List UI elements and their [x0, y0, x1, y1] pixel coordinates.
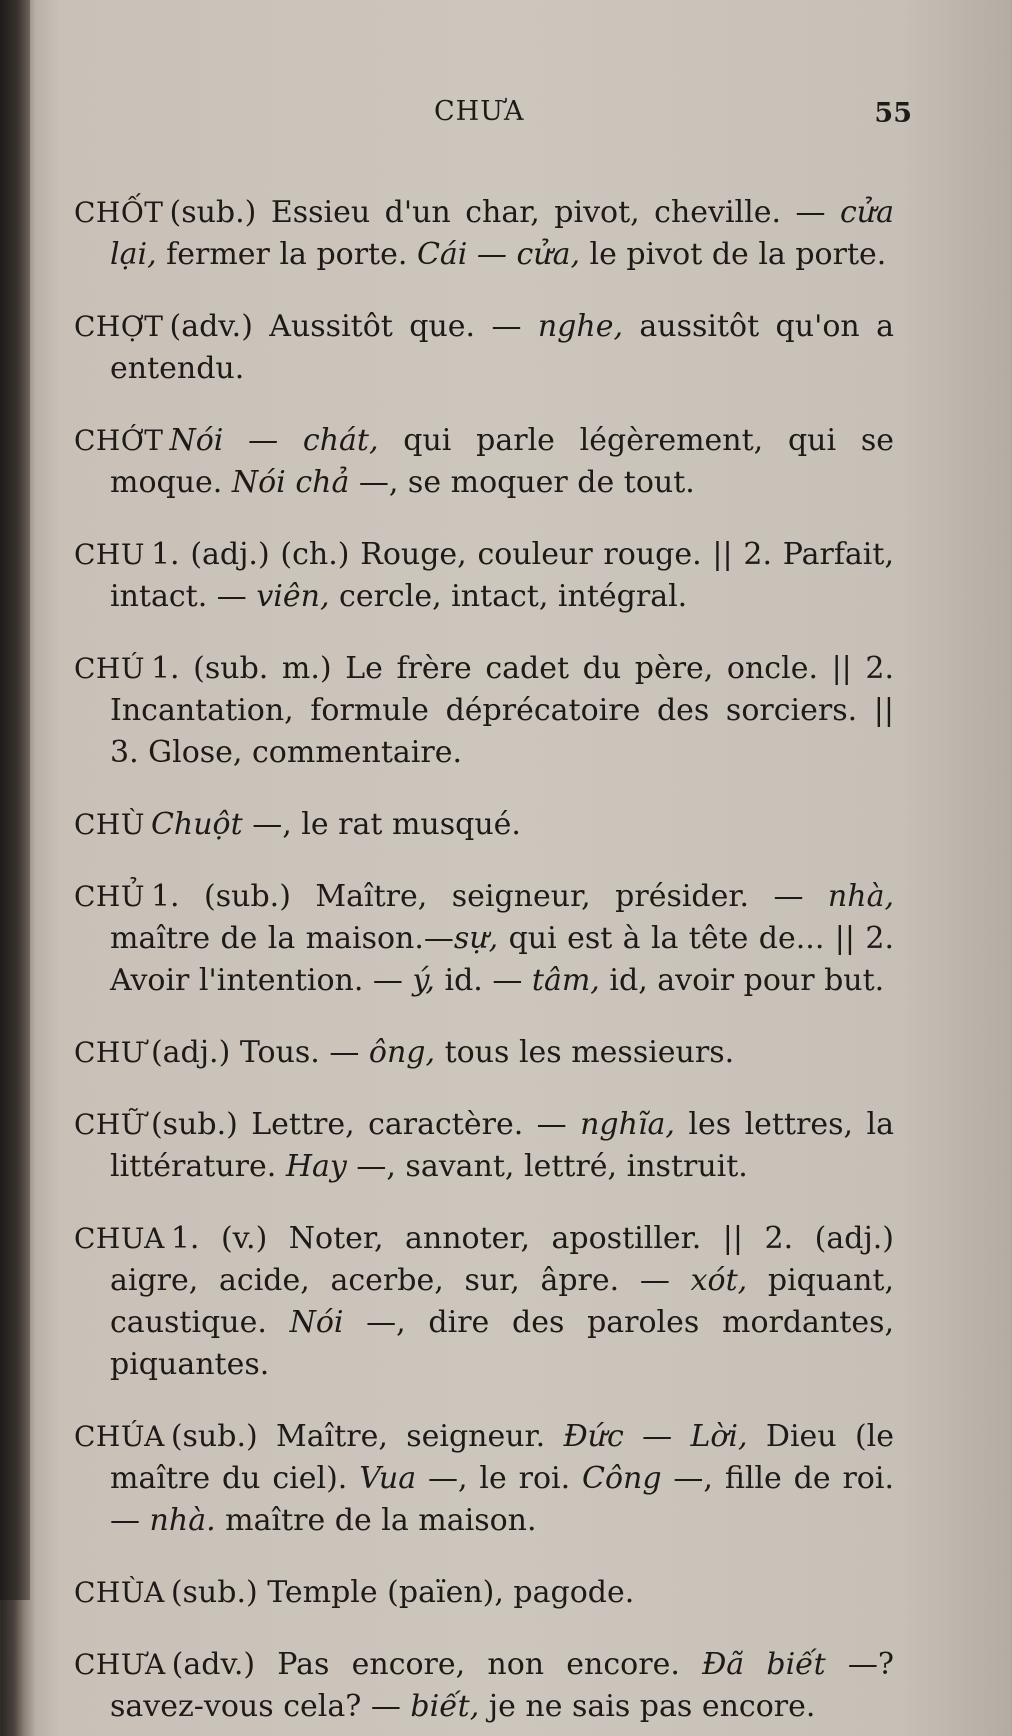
definition-text: (adv.) Aussitôt que. — [169, 309, 538, 344]
definition-text: aussitôt qu'on a entendu. [110, 309, 894, 386]
dictionary-entry [74, 192, 894, 276]
entry-headword: CHƯ [74, 1036, 145, 1069]
definition-text: —, le rat musqué. [242, 807, 521, 842]
definition-text: id, avoir pour but. [599, 963, 885, 998]
dictionary-entry [74, 1104, 894, 1188]
definition-text: piquant, caustique. [110, 1263, 894, 1340]
definition-text: (sub.) Essieu d'un char, pivot, cheville. — [169, 195, 840, 230]
vietnamese-example: Đức — Lời, [563, 1419, 748, 1454]
vietnamese-example: ý, [412, 963, 435, 998]
vietnamese-example: viên, [256, 579, 330, 614]
vietnamese-example: Nói [289, 1305, 344, 1340]
definition-text: maître de la maison. [215, 1503, 537, 1538]
dictionary-entry [74, 534, 894, 618]
vietnamese-example: xót, [690, 1263, 748, 1298]
vietnamese-example: Cái — cửa, [416, 237, 581, 272]
definition-text: 1. (sub.) Maître, seigneur, présider. — [150, 879, 828, 914]
entry-headword: CHÙA [74, 1576, 165, 1609]
definition-text: —, fille de roi. — [110, 1461, 894, 1538]
definition-text: —? savez-vous cela? — [110, 1647, 894, 1724]
entry-headword: CHÚ [74, 652, 145, 685]
dictionary-entry [74, 1416, 894, 1542]
vietnamese-example: Đã biết [702, 1647, 826, 1682]
dictionary-entry [74, 1644, 894, 1728]
vietnamese-example: Công [582, 1461, 662, 1496]
entry-headword: CHU [74, 538, 145, 571]
definition-text: tous les messieurs. [435, 1035, 735, 1070]
page-number: 55 [874, 98, 912, 129]
entry-headword: CHỐT [74, 196, 164, 229]
entry-headword: CHÚA [74, 1420, 165, 1453]
running-head [74, 96, 914, 136]
definition-text: je ne sais pas encore. [479, 1689, 816, 1724]
definition-text: le pivot de la porte. [580, 237, 887, 272]
vietnamese-example: Hay [285, 1149, 347, 1184]
dictionary-entry [74, 420, 894, 504]
vietnamese-example: nhà, [827, 879, 894, 914]
vietnamese-example: cửa lại, [110, 195, 894, 272]
entry-headword: CHƯA [74, 1648, 166, 1681]
vietnamese-example: Chuột [150, 807, 243, 842]
definition-text: 1. (sub. m.) Le frère cadet du père, oncle. || 2. Incantation, formule déprécatoire des sorciers. || 3. Glose, commentaire. [110, 651, 894, 770]
vietnamese-example: tâm, [531, 963, 600, 998]
vietnamese-example: nghĩa, [580, 1107, 675, 1142]
dictionary-entry [74, 1032, 894, 1074]
entry-headword: CHỚT [74, 424, 164, 457]
running-head-word: CHƯA [434, 96, 525, 127]
definition-text: les lettres, la littérature. [110, 1107, 894, 1184]
vietnamese-example: nghe, [537, 309, 623, 344]
vietnamese-example: ông, [368, 1035, 436, 1070]
definition-text: (sub.) Maître, seigneur. [170, 1419, 564, 1454]
definition-text: (adj.) Tous. — [150, 1035, 369, 1070]
entry-list [74, 162, 894, 1736]
entry-headword: CHỮ [74, 1108, 145, 1141]
definition-text: cercle, intact, intégral. [329, 579, 688, 614]
entry-headword: CHỢT [74, 310, 164, 343]
definition-text: maître de la maison.— [110, 921, 454, 956]
definition-text: fermer la porte. [156, 237, 417, 272]
entry-headword: CHỦ [74, 880, 145, 913]
vietnamese-example: nhà. [149, 1503, 216, 1538]
vietnamese-example: biết, [410, 1689, 480, 1724]
entry-headword: CHÙ [74, 808, 145, 841]
definition-text: (adv.) Pas encore, non encore. [171, 1647, 703, 1682]
definition-text: qui est à la tête de... || 2. Avoir l'intention. — [110, 921, 894, 998]
vietnamese-example: Vua [359, 1461, 417, 1496]
definition-text: 1. (adj.) (ch.) Rouge, couleur rouge. || 2. Parfait, intact. — [110, 537, 894, 614]
definition-text: —, dire des paroles mordantes, piquantes. [110, 1305, 895, 1382]
vietnamese-example: Nói chả [231, 465, 350, 500]
definition-text: (sub.) Lettre, caractère. — [150, 1107, 581, 1142]
definition-text: —, savant, lettré, instruit. [346, 1149, 748, 1184]
definition-text: —, le roi. [416, 1461, 583, 1496]
definition-text: qui parle légèrement, qui se moque. [110, 423, 894, 500]
dictionary-entry [74, 876, 894, 1002]
vietnamese-example: sự, [453, 921, 499, 956]
book-binding [0, 0, 30, 1600]
definition-text: Dieu (le maître du ciel). [110, 1419, 894, 1496]
vietnamese-example: Nói — chát, [169, 423, 379, 458]
definition-text: 1. (v.) Noter, annoter, apostiller. || 2. (adj.) aigre, acide, acerbe, sur, âpre. — [110, 1221, 894, 1298]
definition-text: (sub.) Temple (païen), pagode. [170, 1575, 635, 1610]
definition-text: id. — [434, 963, 532, 998]
entry-headword: CHUA [74, 1222, 165, 1255]
dictionary-entry [74, 1218, 894, 1386]
dictionary-entry [74, 804, 894, 846]
dictionary-entry [74, 306, 894, 390]
dictionary-page [74, 0, 914, 1724]
dictionary-entry [74, 1572, 894, 1614]
definition-text: —, se moquer de tout. [349, 465, 695, 500]
dictionary-entry [74, 648, 894, 774]
